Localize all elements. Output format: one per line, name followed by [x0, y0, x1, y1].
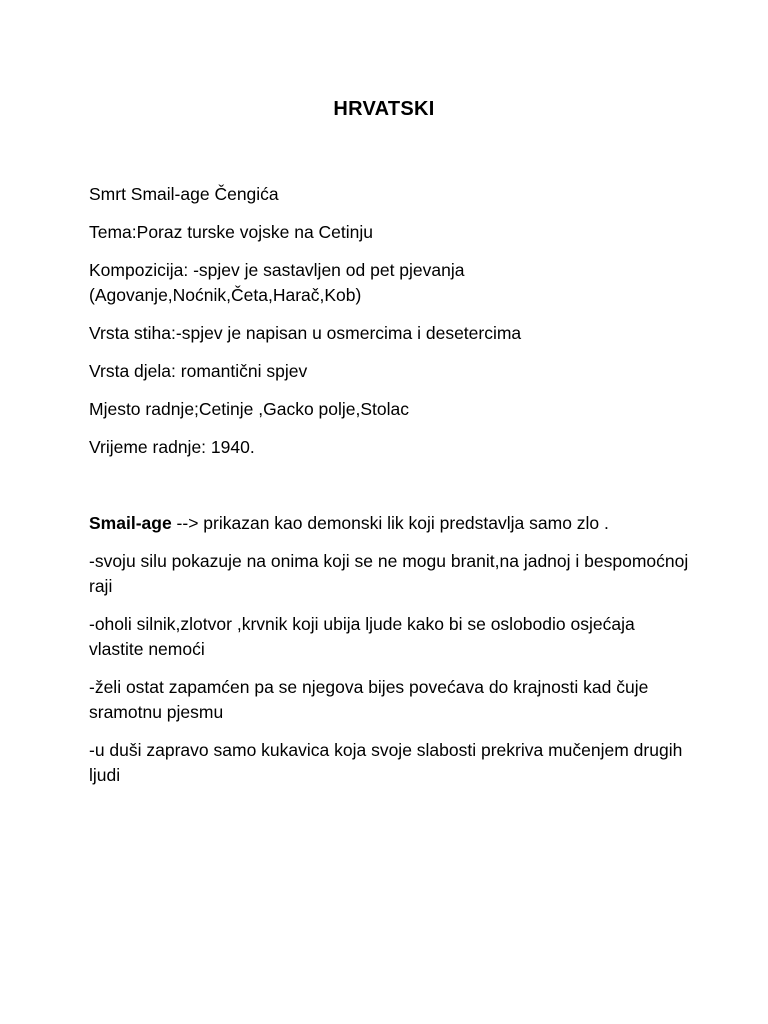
composition-line: Kompozicija: -spjev je sastavljen od pet pjevanja (Agovanje,Noćnik,Četa,Harač,Kob)	[89, 260, 465, 305]
work-title: Smrt Smail-age Čengića	[89, 184, 279, 204]
character-intro-text: --> prikazan kao demonski lik koji predstavlja samo zlo .	[171, 513, 609, 533]
character-intro	[89, 511, 689, 536]
character-name: Smail-age	[89, 513, 172, 533]
setting-time-line: Vrijeme radnje: 1940.	[89, 437, 255, 457]
character-trait: -svoju silu pokazuje na onima koji se ne mogu branit,na jadnoj i bespomoćnoj raji	[89, 551, 689, 596]
verse-type-line: Vrsta stiha:-spjev je napisan u osmercima i desetercima	[89, 323, 522, 343]
character-section	[89, 511, 689, 801]
character-trait: -oholi silnik,zlotvor ,krvnik koji ubija ljude kako bi se oslobodio osjećaja vlastite nemoći	[89, 614, 635, 659]
work-info-section	[89, 182, 689, 473]
character-trait: -želi ostat zapamćen pa se njegova bijes povećava do krajnosti kad čuje sramotnu pjesmu	[89, 677, 649, 722]
genre-line: Vrsta djela: romantični spjev	[89, 361, 308, 381]
theme-line: Tema:Poraz turske vojske na Cetinju	[89, 222, 374, 242]
document-title: HRVATSKI	[333, 98, 435, 120]
character-trait: -u duši zapravo samo kukavica koja svoje slabosti prekriva mučenjem drugih ljudi	[89, 740, 683, 785]
setting-place-line: Mjesto radnje;Cetinje ,Gacko polje,Stolac	[89, 399, 410, 419]
